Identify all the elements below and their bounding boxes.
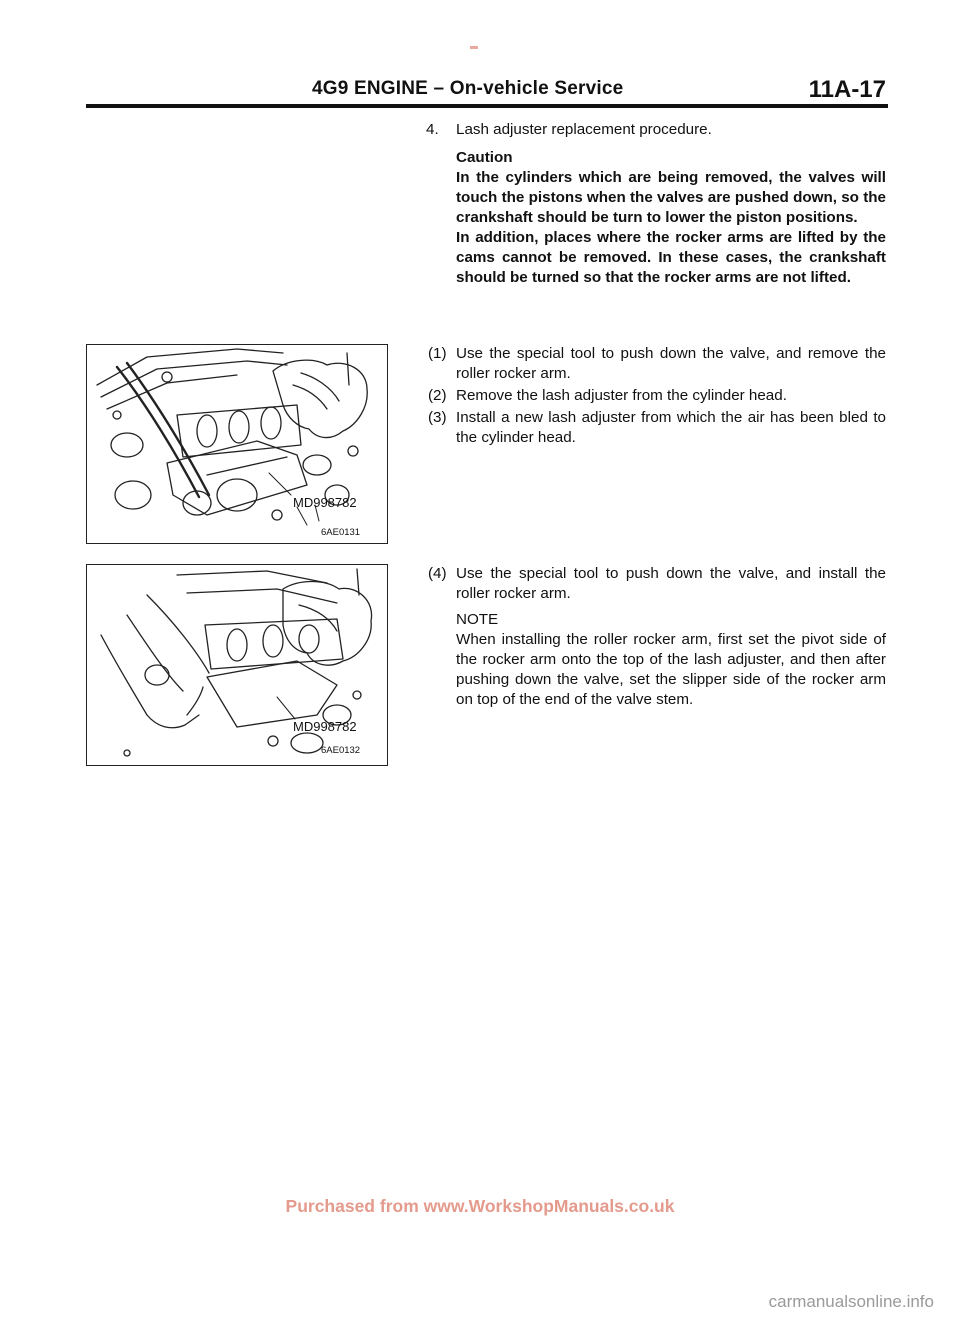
substep (428, 344, 886, 384)
figure-code: 6AE0131 (321, 527, 361, 538)
header-mark (470, 46, 478, 49)
caution-label: Caution (456, 149, 513, 166)
substep (428, 408, 886, 448)
engine-illustration-2 (87, 565, 387, 765)
substep-list (428, 564, 886, 710)
page-header-title: 4G9 ENGINE – On-vehicle Service (312, 78, 624, 99)
substep-number: (2) (428, 387, 447, 404)
substep-text: Use the special tool to push down the valve, and remove the roller rocker arm. (456, 345, 886, 382)
figure-install-rocker-arm (86, 564, 388, 766)
step-title: Lash adjuster replacement procedure. (456, 121, 712, 138)
tool-label: MD998782 (293, 495, 357, 510)
tool-label: MD998782 (293, 719, 357, 734)
page-number: 11A-17 (808, 76, 886, 103)
caution-block (456, 148, 886, 288)
figure-remove-rocker-arm (86, 344, 388, 544)
note-label: NOTE (456, 611, 499, 628)
substep (428, 386, 886, 406)
substep-list (428, 344, 886, 450)
note-text: When installing the roller rocker arm, first set the pivot side of the rocker arm onto the top of the lash adjuster, and then after pushing down the valve, set the slipper side of the rocker arm on top of the end of the valve stem. (456, 631, 886, 708)
site-watermark: carmanualsonline.info (768, 1292, 934, 1311)
substep-text: Remove the lash adjuster from the cylinder head. (456, 387, 787, 404)
watermark: Purchased from www.WorkshopManuals.co.uk (285, 1196, 675, 1216)
caution-paragraph: In the cylinders which are being removed, the valves will touch the pistons when the valves are pushed down, so the crankshaft should be turn to lower the piston positions. (456, 169, 886, 226)
figure-code: 6AE0132 (321, 745, 361, 756)
header-rule (86, 104, 888, 108)
caution-paragraph: In addition, places where the rocker arms are lifted by the cams cannot be removed. In these cases, the crankshaft should be turned so that the rocker arms are not lifted. (456, 229, 886, 286)
step-number: 4. (426, 121, 439, 138)
substep-number: (4) (428, 565, 447, 582)
note-block (456, 610, 886, 710)
engine-illustration-1 (87, 345, 387, 543)
substep (428, 564, 886, 604)
substep-number: (1) (428, 345, 447, 362)
substep-number: (3) (428, 409, 447, 426)
substep-text: Use the special tool to push down the valve, and install the roller rocker arm. (456, 565, 886, 602)
substep-text: Install a new lash adjuster from which the air has been bled to the cylinder head. (456, 409, 886, 446)
